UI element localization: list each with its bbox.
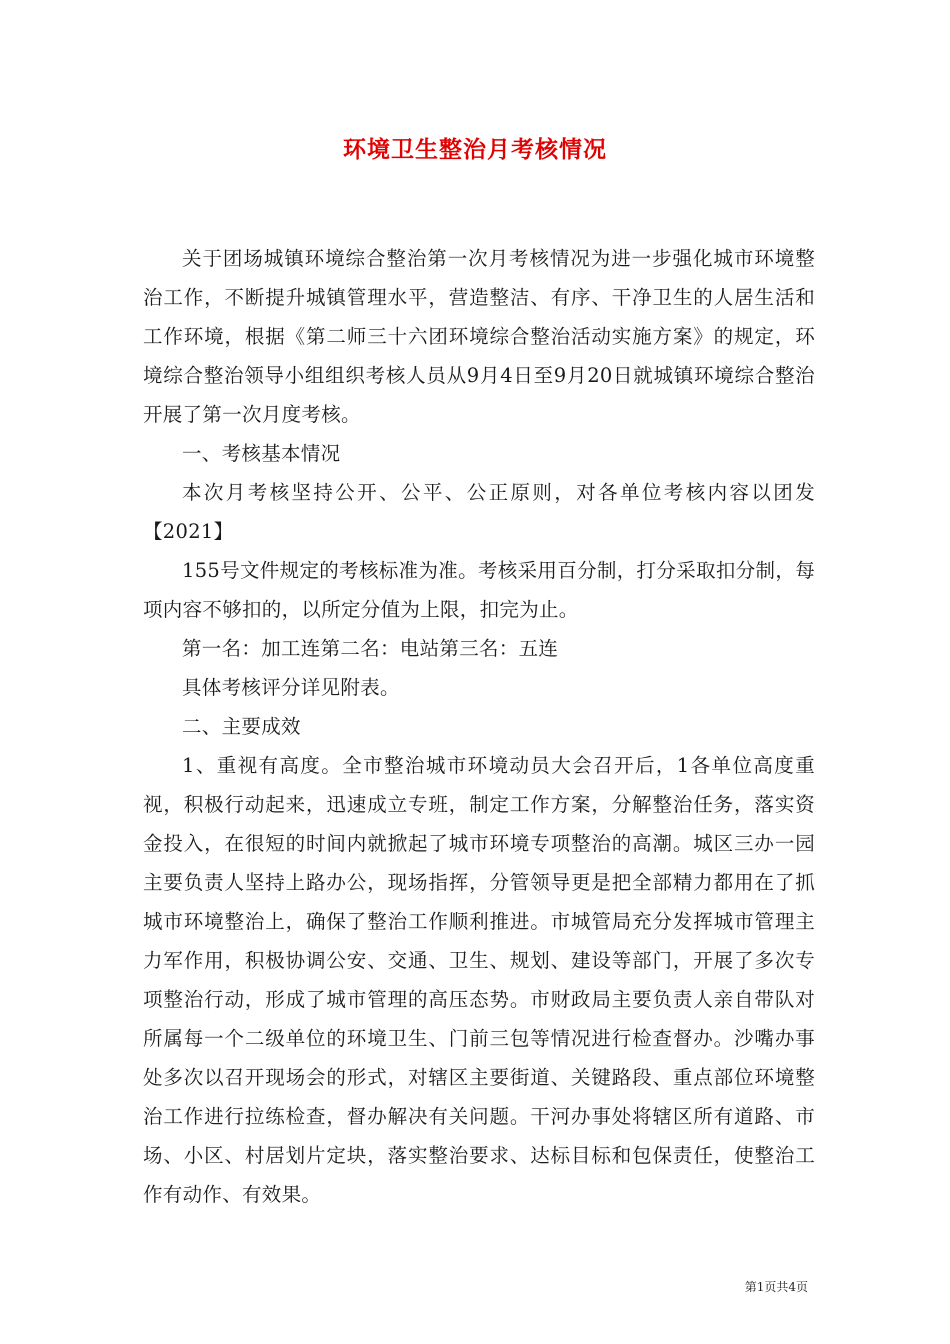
- page-number: 第1页共4页: [744, 1280, 808, 1294]
- section-heading-1: 一、考核基本情况: [182, 442, 341, 465]
- paragraph-intro: 关于团场城镇环境综合整治第一次月考核情况为进一步强化城市环境整治工作，不断提升城镇管理水平，营造整洁、有序、干净卫生的人居生活和工作环境，根据《第二师三十六团环境综合整治活动实施方案》的规定，环境综合整治领导小组组织考核人员从9月4日至9月20日就城镇环境综合整治开展了第一次月度考核。: [143, 247, 815, 426]
- paragraph-principles: 本次月考核坚持公开、公平、公正原则，对各单位考核内容以团发【2021】: [143, 481, 815, 543]
- paragraph-ranking: 第一名：加工连第二名：电站第三名：五连: [182, 637, 559, 660]
- section-heading-2: 二、主要成效: [182, 715, 301, 738]
- document-body: [143, 239, 815, 1214]
- paragraph-achievement-1: 1、重视有高度。全市整治城市环境动员大会召开后，1各单位高度重视，积极行动起来，迅速成立专班，制定工作方案，分解整治任务，落实资金投入，在很短的时间内就掀起了城市环境专项整治的高潮。城区三办一园主要负责人坚持上路办公，现场指挥，分管领导更是把全部精力都用在了抓城市环境整治上，确保了整治工作顺利推进。市城管局充分发挥城市管理主力军作用，积极协调公安、交通、卫生、规划、建设等部门，开展了多次专项整治行动，形成了城市管理的高压态势。市财政局主要负责人亲自带队对所属每一个二级单位的环境卫生、门前三包等情况进行检查督办。沙嘴办事处多次以召开现场会的形式，对辖区主要街道、关键路段、重点部位环境整治工作进行拉练检查，督办解决有关问题。干河办事处将辖区所有道路、市场、小区、村居划片定块，落实整治要求、达标目标和包保责任，使整治工作有动作、有效果。: [143, 754, 815, 1206]
- paragraph-scoring: 155号文件规定的考核标准为准。考核采用百分制，打分采取扣分制，每项内容不够扣的，以所定分值为上限，扣完为止。: [143, 559, 815, 621]
- paragraph-appendix-note: 具体考核评分详见附表。: [182, 676, 400, 699]
- document-title: 环境卫生整治月考核情况: [343, 136, 607, 163]
